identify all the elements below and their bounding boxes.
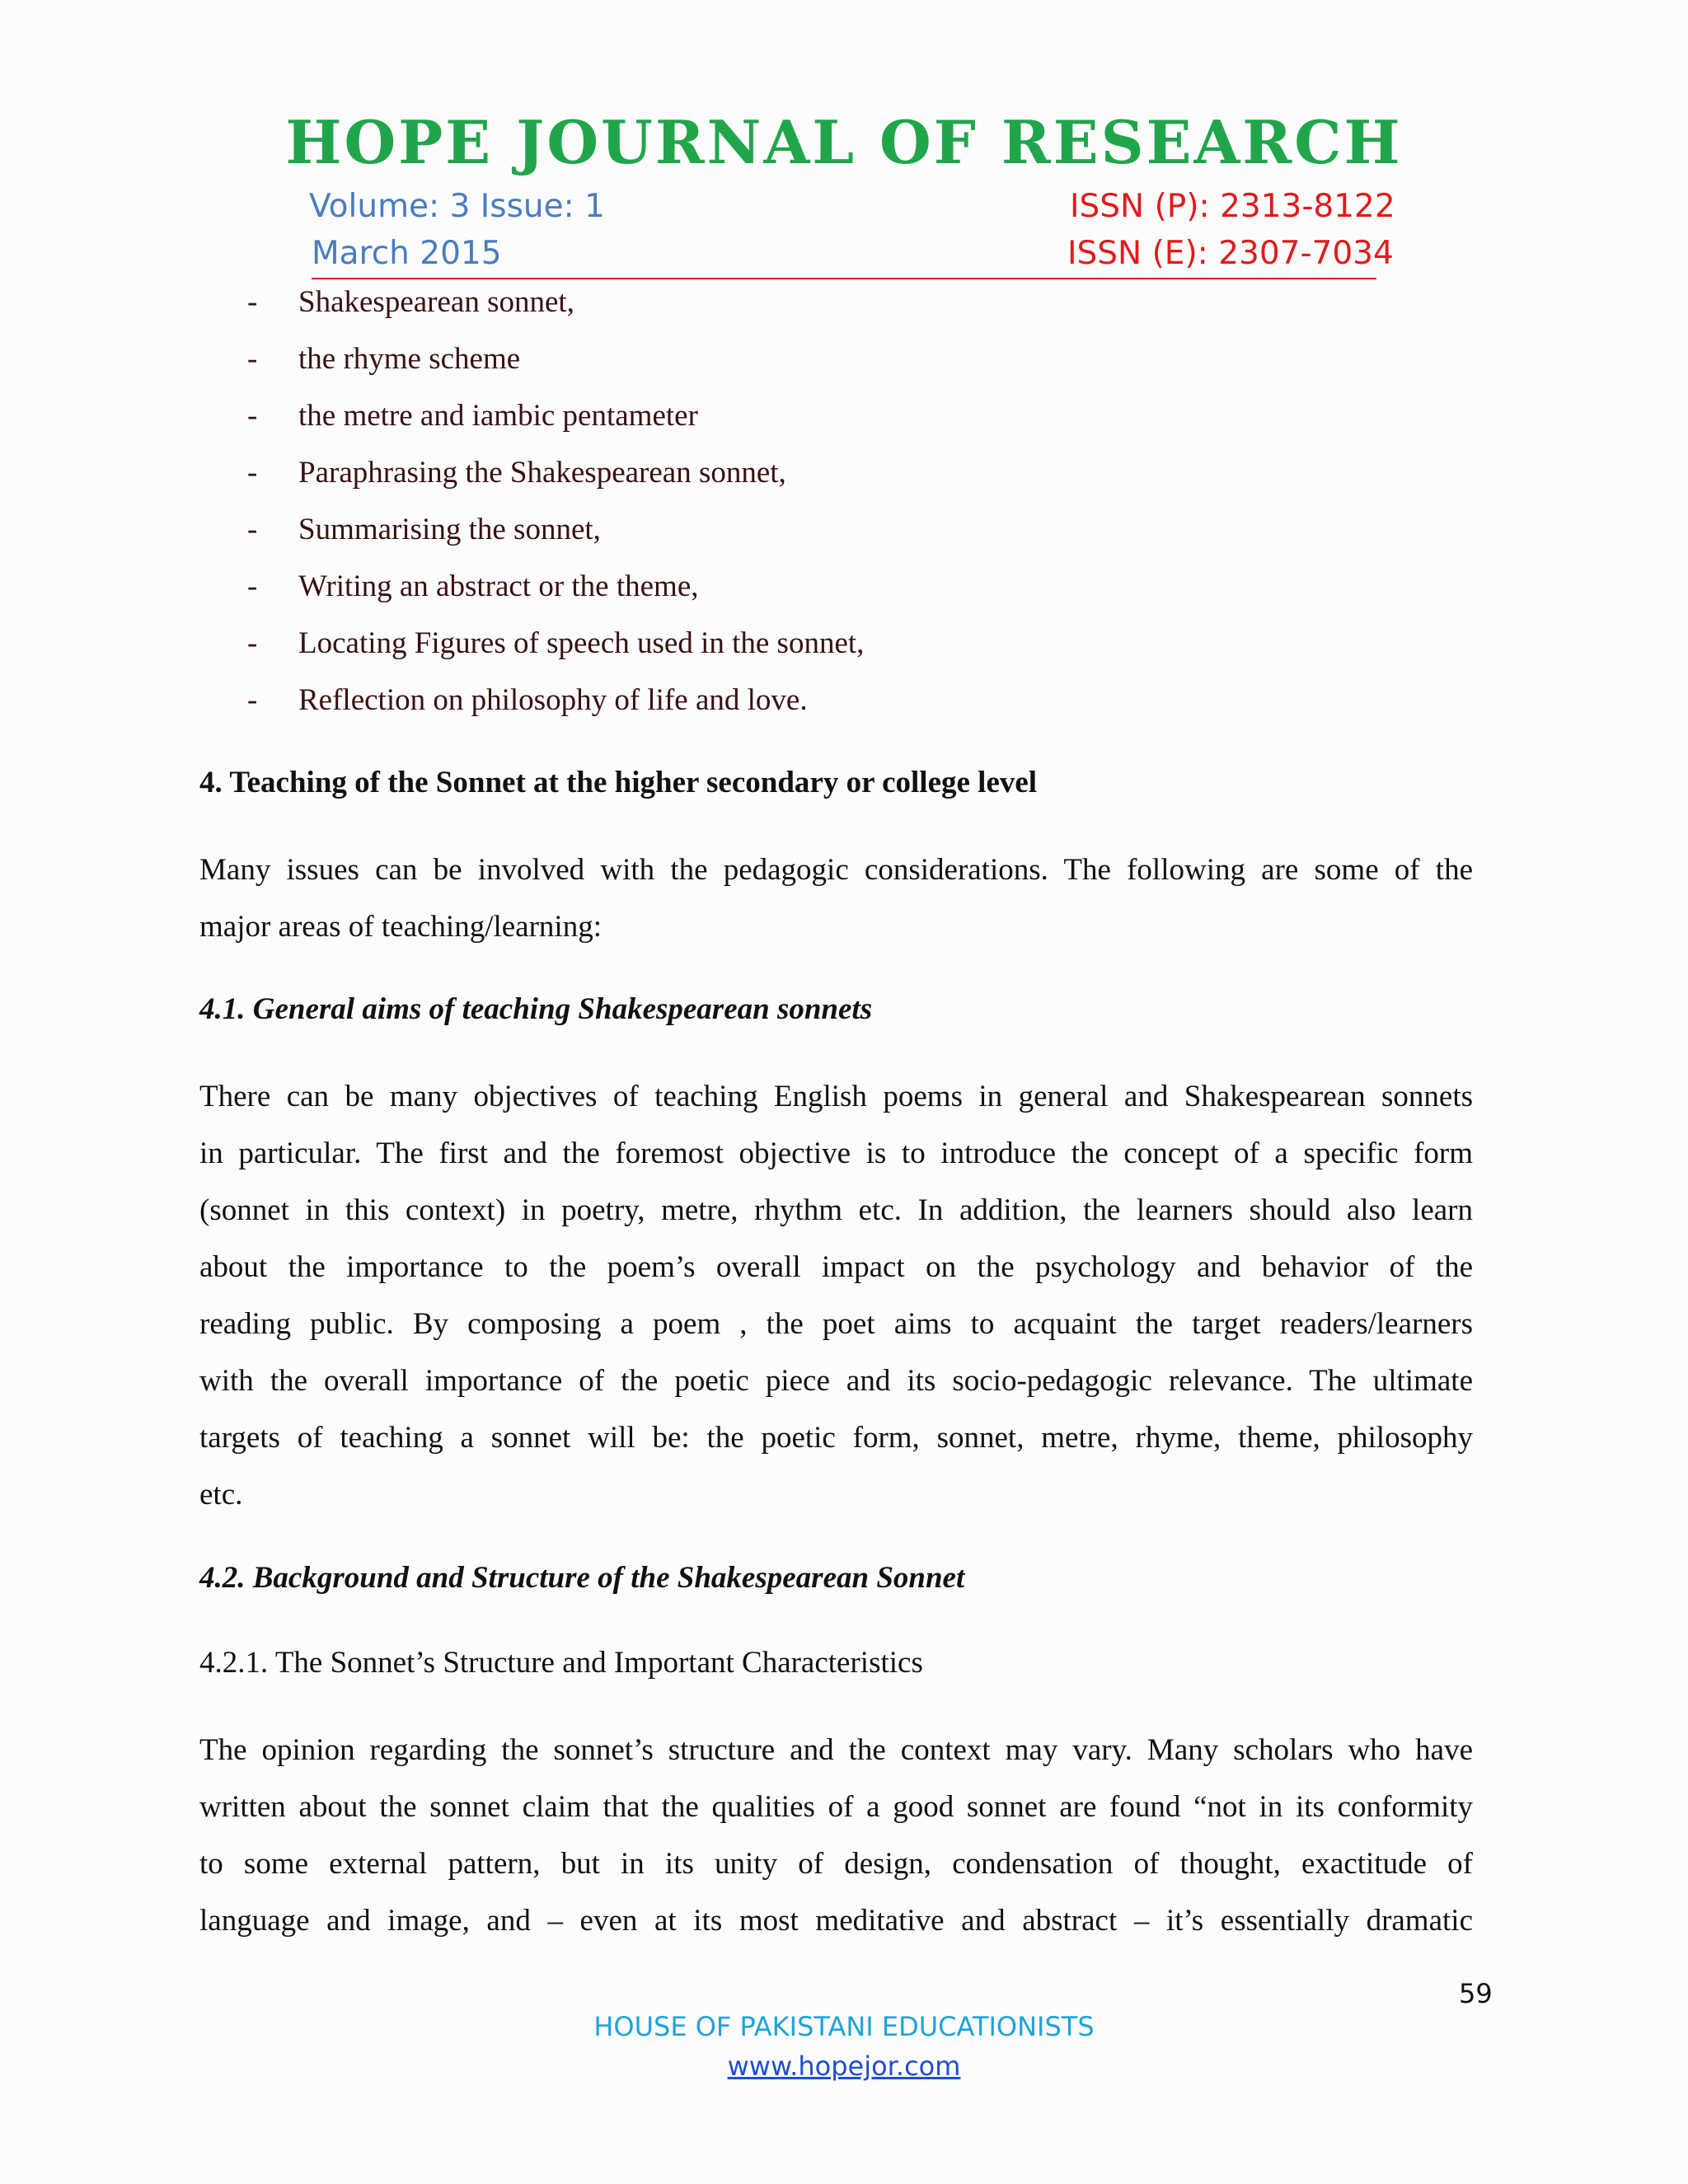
bullet-dash: -	[247, 683, 258, 717]
paragraph-line: The opinion regarding the sonnet’s structure and the context may vary. Many scholars who have	[199, 1733, 1473, 1767]
paragraph-line: with the overall importance of the poetic piece and its socio-pedagogic relevance. The ultimate	[199, 1364, 1473, 1398]
paragraph-line: written about the sonnet claim that the qualities of a good sonnet are found “not in its conformity	[199, 1790, 1473, 1824]
paragraph-line: There can be many objectives of teaching English poems in general and Shakespearean sonnets	[199, 1080, 1473, 1113]
paragraph-line: to some external pattern, but in its unity of design, condensation of thought, exactitude of	[199, 1847, 1473, 1881]
bullet-dash: -	[247, 399, 258, 433]
journal-title: HOPE JOURNAL OF RESEARCH	[285, 107, 1403, 177]
list-item-text: Reflection on philosophy of life and love.	[298, 683, 808, 717]
issn-electronic: ISSN (E): 2307-7034	[1067, 235, 1394, 272]
list-item-text: the metre and iambic pentameter	[298, 399, 698, 433]
publication-date: March 2015	[312, 235, 502, 272]
list-item-text: Paraphrasing the Shakespearean sonnet,	[298, 456, 786, 490]
paragraph-line: etc.	[199, 1478, 243, 1511]
volume-issue: Volume: 3 Issue: 1	[309, 188, 605, 225]
footer-organization: HOUSE OF PAKISTANI EDUCATIONISTS	[593, 2011, 1095, 2042]
section-4-2-heading: 4.2. Background and Structure of the Shakespearean Sonnet	[199, 1561, 965, 1595]
paragraph-line: language and image, and – even at its most meditative and abstract – it’s essentially dramatic	[199, 1904, 1473, 1938]
bullet-dash: -	[247, 626, 258, 660]
section-4-2-1-paragraph	[199, 1722, 1473, 1949]
section-4-paragraph	[199, 841, 1473, 955]
paragraph-line: reading public. By composing a poem , the poet aims to acquaint the target readers/learners	[199, 1307, 1473, 1341]
bullet-dash: -	[247, 342, 258, 376]
list-item-text: Writing an abstract or the theme,	[298, 569, 699, 603]
footer-website-link[interactable]: www.hopejor.com	[727, 2050, 961, 2082]
paragraph-line: major areas of teaching/learning:	[199, 910, 602, 944]
paragraph-line: in particular. The first and the foremost objective is to introduce the concept of a specific form	[199, 1137, 1473, 1170]
bullet-dash: -	[247, 513, 258, 546]
list-item-text: the rhyme scheme	[298, 342, 521, 376]
section-4-heading: 4. Teaching of the Sonnet at the higher secondary or college level	[199, 766, 1038, 799]
list-item-text: Summarising the sonnet,	[298, 513, 601, 546]
list-item-text: Locating Figures of speech used in the sonnet,	[298, 626, 865, 660]
section-4-1-heading: 4.1. General aims of teaching Shakespearean sonnets	[199, 992, 873, 1026]
paragraph-line: (sonnet in this context) in poetry, metre, rhythm etc. In addition, the learners should also learn	[199, 1193, 1473, 1227]
paragraph-line: about the importance to the poem’s overall impact on the psychology and behavior of the	[199, 1250, 1473, 1284]
bullet-dash: -	[247, 456, 258, 490]
issn-print: ISSN (P): 2313-8122	[1070, 188, 1395, 225]
bullet-dash: -	[247, 285, 258, 319]
section-4-2-1-subheading: 4.2.1. The Sonnet’s Structure and Important Characteristics	[199, 1646, 923, 1680]
list-item-text: Shakespearean sonnet,	[298, 285, 574, 319]
paragraph-line: Many issues can be involved with the pedagogic considerations. The following are some of the	[199, 853, 1473, 887]
paragraph-line: targets of teaching a sonnet will be: the poetic form, sonnet, metre, rhyme, theme, philosophy	[199, 1421, 1473, 1455]
bullet-dash: -	[247, 569, 258, 603]
section-4-1-paragraph	[199, 1068, 1473, 1523]
page-number: 59	[1459, 1978, 1493, 2009]
